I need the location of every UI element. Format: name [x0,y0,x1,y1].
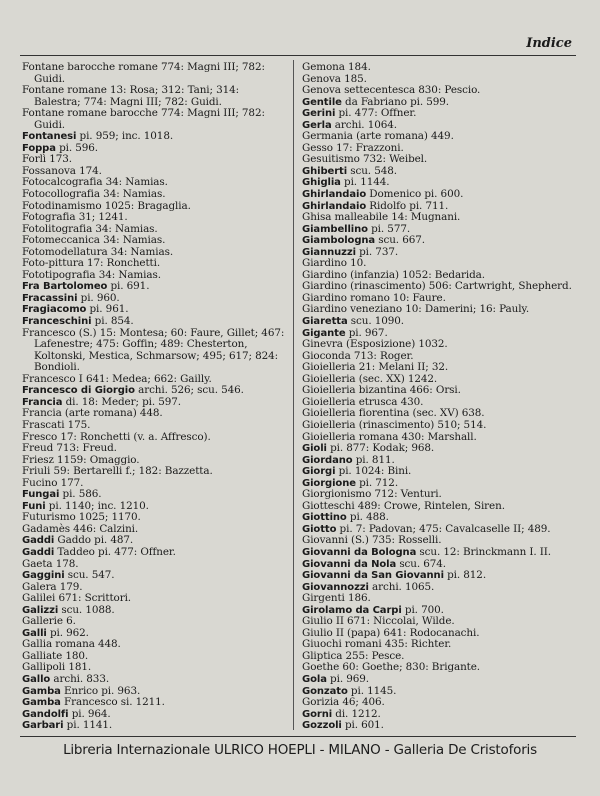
index-entry-text: Domenico pi. 600. [366,188,464,201]
index-entry-name: Gerla [302,119,332,131]
index-entry-text: Gioielleria (rinascimento) 510; 514. [302,418,487,431]
index-entry-text: Giulio II (papa) 641: Rodocanachi. [302,626,480,639]
index-entry-text: scu. 674. [396,557,447,570]
index-entry [22,709,286,721]
index-entry-text: scu. 12: Brinckmann I. II. [416,545,552,558]
index-entry-name: Gigante [302,327,346,339]
index-entry-name: Galli [22,627,47,639]
index-entry-name: Franceschini [22,316,92,328]
index-entry-text: Gioielleria 21: Melani II; 32. [302,361,449,374]
index-entry-name: Gamba [22,697,61,709]
index-entry-name: Fracassini [22,292,78,304]
index-entry-text: Fotocalcografia 34: Namias. [22,176,168,189]
index-entry-name: Giotto [302,523,337,535]
index-entry-text: Gorizia 46; 406. [302,696,385,709]
index-entry-text: archi. 833. [50,672,110,685]
index-entry [302,501,574,513]
index-entry-name: Gonzato [302,685,348,697]
index-entry-name: Gioli [302,443,327,455]
index-entry-text: di. 18: Meder; pi. 597. [62,395,181,408]
index-entry-text: pi. 969. [326,672,369,685]
index-entry-text: Galera 179. [22,580,83,593]
index-entry-name: Fontanesi [22,131,77,143]
index-entry-text: Giorgionismo 712: Venturi. [302,488,442,501]
index-entry-text: Enrico pi. 963. [60,684,141,697]
index-entry-text: pi. 586. [59,488,102,501]
index-entry-text: Gallia romana 448. [22,638,121,651]
index-column-left [22,62,286,730]
index-entry-text: Ridolfo pi. 711. [366,199,449,212]
publisher-footer: Libreria Internazionale ULRICO HOEPLI - MILANO - Galleria De Cristoforis [63,742,537,758]
index-entry-text: Fucino 177. [22,476,84,489]
index-entry [22,720,286,730]
index-entry [302,674,574,686]
index-entry [22,62,286,85]
index-entry [302,316,574,328]
index-entry-text: pi. 601. [341,719,384,730]
index-entry [22,293,286,305]
index-entry-name: Fra Bartolomeo [22,281,108,293]
index-entry [22,281,286,293]
index-entry-name: Gaddi [22,535,55,547]
index-entry-text: Francesco (S.) 15: Montesa; 60: Faure, Gillet; 467: Lafenestre; 475: Goffin; 489: Chesterton, Koltonski, Mestica, Schmarsow; 495; 617; 824: Bondioli. [22,326,285,374]
index-entry-text: Galilei 671: Scrittori. [22,592,132,605]
index-entry-name: Francesco di Giorgio [22,385,135,397]
index-entry-text: Gadamès 446: Calzini. [22,522,139,535]
index-entry [302,212,574,224]
index-entry-text: Gallerie 6. [22,615,76,628]
index-entry-text: Giardino (rinascimento) 506: Cartwright, Shepherd. [302,280,572,293]
index-entry-name: Gaddi [22,546,55,558]
index-entry-name: Gallo [22,673,51,685]
index-entry-text: archi. 1064. [331,118,397,131]
index-entry-text: Fotomeccanica 34: Namias. [22,234,166,247]
index-entry-text: pi. 488. [346,511,389,524]
index-entry-text: scu. 548. [347,164,397,177]
index-entry-name: Giorgione [302,477,356,489]
index-entry-text: pi. 1141. [63,719,113,730]
page-header-title: Indice [526,36,572,51]
index-entry-text: scu. 667. [375,234,425,247]
index-entry-name: Giambologna [302,235,376,247]
index-entry-text: Futurismo 1025; 1170. [22,511,141,524]
index-entry-text: pi. 964. [68,707,111,720]
index-entry [302,154,574,166]
index-entry-text: Fotocollografia 34: Namias. [22,188,166,201]
header-divider [20,55,576,56]
index-entry-text: Gemona 184. [302,62,371,73]
index-entry-name: Ghirlandaio [302,200,367,212]
index-entry-text: Foto-pittura 17: Ronchetti. [22,257,161,270]
index-entry-text: pi. 577. [367,222,411,235]
index-entry-text: Girgenti 186. [302,592,371,605]
index-entry-name: Giorgi [302,466,336,478]
index-entry-text: pi. 959; inc. 1018. [76,130,174,143]
index-entry-text: archi. 1065. [368,580,435,593]
index-entry-text: Giuochi romani 435: Richter. [302,638,452,651]
index-entry-text: Gesso 17: Frazzoni. [302,141,404,154]
index-entry-text: Fotolitografia 34: Namias. [22,222,158,235]
index-entry [302,466,574,478]
index-entry [22,304,286,316]
index-entry-text: pi. 477: Offner. [335,107,417,120]
index-entry-name: Gentile [302,96,342,108]
index-entry-name: Gorni [302,708,333,720]
index-entry-text: Gesuitismo 732: Weibel. [302,153,428,166]
index-entry-text: Fotografia 31; 1241. [22,211,128,224]
index-entry-text: di. 1212. [332,707,381,720]
index-entry-name: Gola [302,673,327,685]
index-entry-text: Gioielleria romana 430: Marshall. [302,430,477,443]
index-entry-name: Gaggini [22,570,65,582]
index-entry-name: Gerini [302,108,336,120]
index-entry-text: Giotteschi 489: Crowe, Rintelen, Siren. [302,499,505,512]
index-entry [302,559,574,571]
index-entry [302,570,574,582]
footer-divider [20,736,576,737]
index-entry-text: Freud 713: Freud. [22,442,117,455]
index-entry-name: Giordano [302,454,353,466]
index-entry-text: Giardino (infanzia) 1052: Bedarida. [302,268,485,281]
index-entry-name: Giovanni da Bologna [302,546,417,558]
index-entry [22,270,286,282]
index-entry-text: scu. 1090. [347,315,405,328]
index-entry-name: Ghiberti [302,165,348,177]
index-entry-text: Giardino romano 10: Faure. [302,291,446,304]
index-entry-name: Giovannozzi [302,581,369,593]
index-entry-text: pi. 1140; inc. 1210. [45,499,149,512]
index-entry-text: Gioielleria fiorentina (sec. XV) 638. [302,407,485,420]
index-entry-text: Giovanni (S.) 735: Rosselli. [302,534,442,547]
index-entry-text: pi. 7: Padovan; 475: Cavalcaselle II; 489. [336,522,551,535]
column-divider [293,60,294,730]
index-entry-text: Giulio II 671: Niccolai, Wilde. [302,615,455,628]
index-entry-text: Genova 185. [302,72,367,85]
index-entry-text: Gliptica 255: Pesce. [302,649,405,662]
index-entry [302,443,574,455]
index-entry-text: Friuli 59: Bertarelli f.; 182: Bazzetta. [22,465,213,478]
index-entry-text: pi. 854. [91,315,134,328]
index-entry-text: pi. 1145. [347,684,397,697]
index-entry-text: Fresco 17: Ronchetti (v. a. Affresco). [22,430,211,443]
index-entry-name: Foppa [22,142,56,154]
index-entry-text: Genova settecentesca 830: Pescio. [302,84,481,97]
index-entry-text: pi. 1144. [340,176,390,189]
index-entry-text: Fotodinamismo 1025: Bragaglia. [22,199,191,212]
index-entry-text: Fotomodellatura 34: Namias. [22,245,174,258]
index-entry [22,697,286,709]
index-entry-name: Gamba [22,685,61,697]
index-entry-text: Gioconda 713: Roger. [302,349,414,362]
index-entry-text: Fontane romane 13: Rosa; 312: Tani; 314: Balestra; 774: Magni III; 782: Guidi. [22,84,243,108]
index-entry-name: Fragiacomo [22,304,87,316]
index-entry-text: pi. 700. [401,603,444,616]
index-entry-text: pi. 737. [355,245,399,258]
index-entry [22,328,286,374]
index-entry-text: Galliate 180. [22,649,89,662]
index-entry-name: Ghiglia [302,177,341,189]
index-entry-name: Giovanni da San Giovanni [302,570,444,582]
index-entry-text: Gioielleria (sec. XX) 1242. [302,372,438,385]
index-entry-text: Francesco si. 1211. [60,696,165,709]
index-entry-text: Goethe 60: Goethe; 830: Brigante. [302,661,481,674]
index-entry [302,304,574,316]
index-entry-text: Gallipoli 181. [22,661,92,674]
index-entry-name: Garbari [22,720,64,730]
index-entry-text: Friesz 1159: Omaggio. [22,453,140,466]
index-entry-text: Gioielleria etrusca 430. [302,395,424,408]
index-entry-text: Ghisa malleabile 14: Mugnani. [302,211,461,224]
index-entry-text: Francesco I 641: Medea; 662: Gailly. [22,372,212,385]
index-entry-text: Fototipografia 34: Namias. [22,268,161,281]
index-entry [22,108,286,131]
index-entry-text: pi. 1024: Bini. [335,465,412,478]
index-entry-text: pi. 961. [86,303,129,316]
index-entry [302,224,574,236]
index-entry-name: Ghirlandaio [302,189,367,201]
index-entry-text: pi. 596. [55,141,98,154]
index-entry-text: Francia (arte romana) 448. [22,407,163,420]
index-entry-text: Giardino veneziano 10: Damerini; 16: Pauly. [302,303,530,316]
index-entry-text: Taddeo pi. 477: Offner. [54,545,176,558]
index-entry-text: Gaeta 178. [22,557,79,570]
index-entry-text: Giardino 10. [302,257,367,270]
index-entry-text: Fontane barocche romane 774: Magni III; 782: Guidi. [22,62,269,85]
index-entry-name: Giaretta [302,316,348,328]
index-entry-text: Germania (arte romana) 449. [302,130,454,143]
index-entry-name: Giovanni da Nola [302,558,397,570]
index-entry-text: pi. 811. [352,453,395,466]
index-entry-name: Galizzi [22,604,59,616]
index-entry-text: pi. 962. [46,626,89,639]
index-column-right [302,62,574,730]
index-entry-text: scu. 1088. [58,603,115,616]
index-entry-name: Gandolfi [22,708,69,720]
index-entry-text: Ginevra (Esposizione) 1032. [302,338,448,351]
index-entry-text: pi. 712. [355,476,399,489]
index-entry-text: pi. 812. [443,569,487,582]
index-entry-text: Gioielleria bizantina 466: Orsi. [302,384,461,397]
index-entry-name: Giambellino [302,223,368,235]
index-entry-text: Frascati 175. [22,418,91,431]
index-entry-name: Francia [22,396,63,408]
index-entry-text: Forlì 173. [22,153,72,166]
index-entry-text: scu. 547. [64,569,115,582]
index-entry-name: Giottino [302,512,347,524]
index-entry-text: Fossanova 174. [22,164,102,177]
index-entry-text: pi. 967. [345,326,388,339]
index-entry [22,85,286,108]
index-entry-name: Giannuzzi [302,246,356,258]
index-entry-name: Girolamo da Carpi [302,604,402,616]
index-entry [302,235,574,247]
index-entry-text: archi. 526; scu. 546. [134,384,244,397]
index-entry-text: pi. 960. [77,291,120,304]
index-entry [22,559,286,571]
index-entry-name: Fungai [22,489,60,501]
index-entry-text: pi. 691. [107,280,150,293]
index-entry-text: Gaddo pi. 487. [54,534,134,547]
index-entry-text: pi. 877: Kodak; 968. [326,442,435,455]
index-entry-text: Fontane romane barocche 774: Magni III; 782: Guidi. [22,107,269,131]
index-entry-name: Gozzoli [302,720,342,730]
index-entry-text: da Fabriano pi. 599. [341,95,449,108]
index-entry [302,720,574,730]
index-entry-name: Funi [22,500,46,512]
